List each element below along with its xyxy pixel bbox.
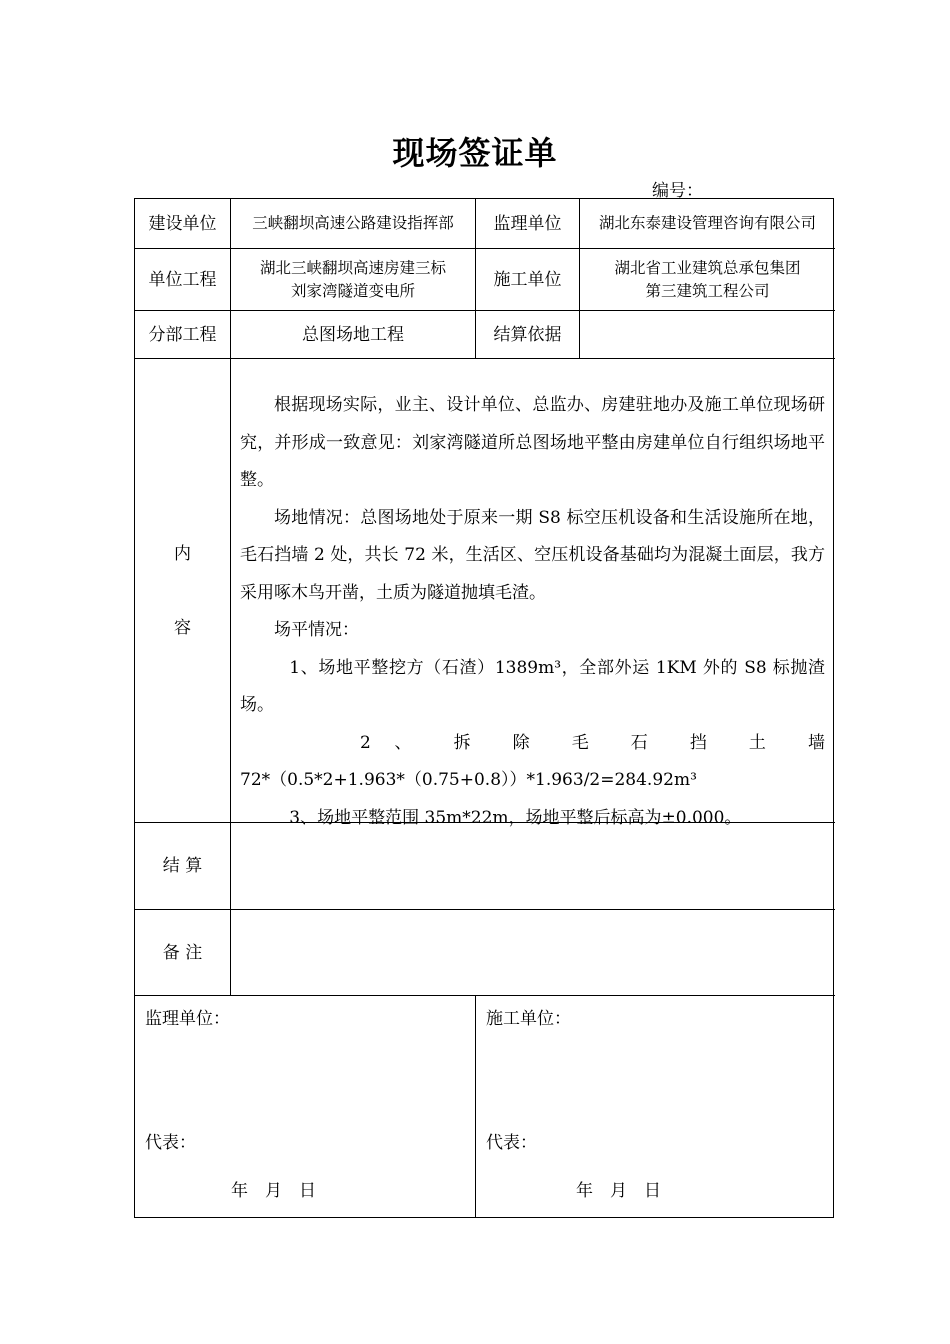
serial-number-label: 编号： (652, 181, 703, 201)
content-item2-line1: 2 、 拆 除 毛 石 挡 土 墙 (360, 732, 825, 753)
unit-project-label: 单位工程 (135, 249, 231, 311)
settlement-value (231, 823, 835, 910)
remarks-value (231, 910, 835, 996)
content-item1: 1、场地平整挖方（石渣）1389m³，全部外运 1KM 外的 S8 标抛渣场。 (240, 657, 825, 715)
unit-project-line2: 刘家湾隧道变电所 (290, 281, 415, 300)
content-body (231, 359, 835, 828)
settlement-label: 结 算 (135, 823, 231, 910)
document-title: 现场签证单 (392, 134, 558, 172)
contractor-label: 施工单位 (476, 249, 580, 311)
supervisor-representative-label: 代表： (145, 1133, 196, 1153)
basis-label: 结算依据 (476, 311, 580, 359)
supervisor-value: 湖北东泰建设管理咨询有限公司 (580, 199, 835, 249)
sub-project-value: 总图场地工程 (231, 311, 476, 359)
basis-value (580, 311, 835, 359)
contractor-sign-label: 施工单位： (486, 1009, 571, 1029)
content-para2: 场地情况：总图场地处于原来一期 S8 标空压机设备和生活设施所在地，毛石挡墙 2 处，共长 72 米，生活区、空压机设备基础均为混凝土面层，我方采用啄木鸟开凿，土质为隧道抛填毛渣。 (240, 507, 825, 603)
unit-project-value (231, 249, 476, 311)
visa-form-table (134, 198, 834, 1218)
content-label-char1: 内 (174, 543, 191, 564)
content-para1: 根据现场实际，业主、设计单位、总监办、房建驻地办及施工单位现场研究，并形成一致意见：刘家湾隧道所总图场地平整由房建单位自行组织场地平整。 (240, 395, 825, 490)
supervisor-sign-label: 监理单位： (145, 1009, 230, 1029)
contractor-line1: 湖北省工业建筑总承包集团 (614, 258, 801, 277)
client-value: 三峡翻坝高速公路建设指挥部 (231, 199, 476, 249)
sub-project-label: 分部工程 (135, 311, 231, 359)
content-item3: 3、场地平整范围 35m*22m，场地平整后标高为±0.000。 (289, 807, 742, 828)
contractor-signature-block (476, 996, 835, 1217)
content-para3: 场平情况： (274, 620, 359, 640)
unit-project-line1: 湖北三峡翻坝高速房建三标 (259, 258, 446, 277)
supervisor-signature-block (135, 996, 476, 1217)
contractor-representative-label: 代表： (486, 1133, 537, 1153)
content-label-char2: 容 (174, 617, 191, 638)
contractor-line2: 第三建筑工程公司 (645, 281, 770, 300)
supervisor-label: 监理单位 (476, 199, 580, 249)
remarks-label: 备 注 (135, 910, 231, 996)
content-item2-line2: 72*（0.5*2+1.963*（0.75+0.8））*1.963/2=284.92m³ (240, 770, 697, 790)
content-label (135, 359, 231, 823)
contractor-date: 年 月 日 (576, 1181, 661, 1201)
contractor-value (580, 249, 835, 311)
supervisor-date: 年 月 日 (231, 1181, 316, 1201)
client-label: 建设单位 (135, 199, 231, 249)
